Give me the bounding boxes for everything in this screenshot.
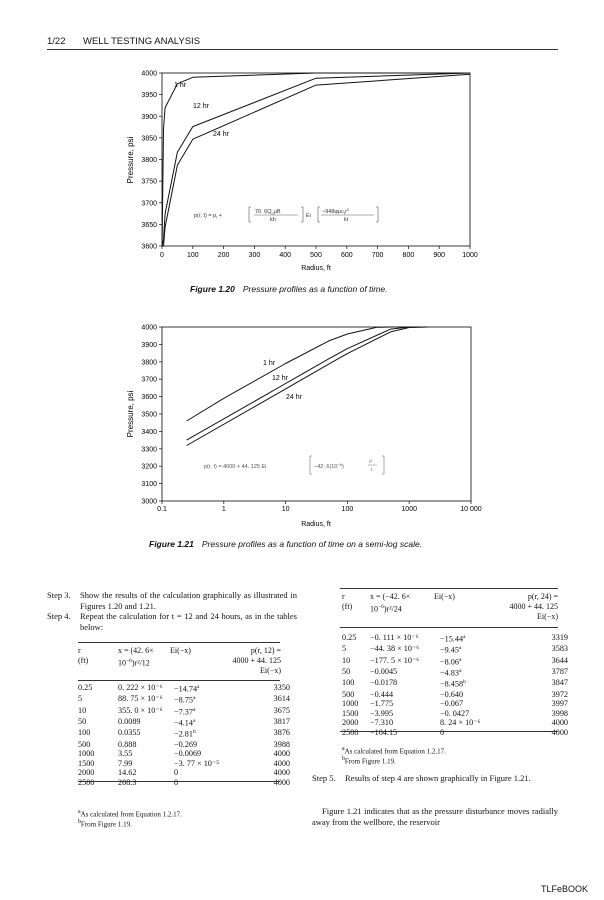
- table-cell: −3.995: [370, 708, 394, 718]
- right-note-b: $^b$From Figure 1.19.: [342, 756, 396, 766]
- x-tick-label: 100: [341, 506, 354, 513]
- svg-text:p(r, t) = pi +: p(r, $t) = p_i$ +: [194, 213, 222, 220]
- table-cell: 3972: [551, 689, 568, 699]
- table-cell: −14.74$^a$: [174, 684, 200, 694]
- table-cell: 3876: [273, 728, 290, 738]
- plot-frame: [162, 73, 470, 246]
- col-p-2: 4000 + 44. 125: [232, 656, 281, 665]
- x-tick-label: 0.1: [157, 506, 167, 513]
- table-cell: 3675: [273, 705, 290, 715]
- series-label-24hr: 24 hr: [286, 394, 302, 401]
- svg-text:t: t: [371, 467, 373, 472]
- series-line-12hr: [187, 327, 421, 440]
- series-label-12hr: 12 hr: [193, 103, 209, 110]
- y-tick-label: 4000: [141, 70, 157, 78]
- table-cell: −2.81$^b$: [174, 729, 196, 740]
- table-row: [76, 728, 292, 739]
- right-note-a: $^a$As calculated from Equation 1.2.17.: [342, 746, 446, 756]
- table-cell: 1500: [78, 758, 95, 768]
- x-tick-label: 500: [310, 252, 322, 259]
- table-cell: 0.0089: [118, 716, 141, 726]
- table-cell: 0: [174, 768, 179, 778]
- table-cell: −104.15: [370, 728, 398, 738]
- table-cell: 500: [78, 739, 91, 749]
- col-x-2: $10^{-6})r^2/12$: [118, 658, 150, 668]
- x-tick-label: 10: [281, 506, 290, 513]
- svg-text:Ei: Ei: [306, 213, 311, 219]
- table-cell: 355. 0 × 10⁻⁶: [118, 705, 163, 715]
- x-axis-label: Radius, ft: [301, 265, 331, 272]
- svg-text:−948φμctr2: $-948\varphi\mu c_tr^2$: [322, 207, 350, 216]
- figure-1-20-label: Figure 1.20: [190, 284, 235, 294]
- table-cell: 2500: [342, 728, 359, 738]
- table-cell: 0: [440, 728, 445, 738]
- y-tick-label: 3800: [141, 157, 157, 164]
- col-p-3: Ei(−x): [537, 612, 558, 621]
- y-tick-label: 3900: [141, 113, 157, 121]
- table-cell: 14.62: [118, 768, 137, 778]
- table-bottom-rule: [78, 781, 280, 782]
- figure-1-21-text: Pressure profiles as a function of time on a semi-log scale.: [201, 539, 423, 549]
- table-cell: −0.640: [440, 689, 464, 699]
- header-rule: [47, 49, 558, 50]
- col-x-2: $10^{-6})r^2/24$: [370, 604, 402, 614]
- table-cell: 3583: [551, 644, 568, 654]
- x-tick-label: 10 000: [460, 506, 482, 513]
- col-r: r (ft): [342, 592, 353, 611]
- table-row: [340, 718, 570, 728]
- table-cell: 0.25: [78, 683, 93, 692]
- left-table: [76, 683, 292, 788]
- table-cell: 4000: [551, 718, 568, 728]
- table-cell: −9.45$^a$: [440, 645, 462, 656]
- table-row: [76, 706, 292, 717]
- figure-1-21-label: Figure 1.21: [149, 539, 194, 549]
- left-note-a: $^a$As calculated from Equation 1.2.17.: [78, 809, 182, 819]
- step-5-label: Step 5.: [312, 773, 336, 783]
- y-tick-label: 3100: [141, 481, 157, 489]
- figure-1-21-caption: [149, 539, 422, 549]
- svg-text:r²: r²: [369, 459, 372, 464]
- y-tick-label: 3300: [141, 446, 157, 454]
- y-tick-label: 3900: [141, 341, 157, 349]
- table-cell: −7.310: [370, 718, 394, 728]
- table-row: [76, 768, 292, 778]
- table-cell: −8.06$^a$: [440, 656, 462, 667]
- table-cell: 10: [78, 705, 87, 715]
- left-note-b: $^b$From Figure 1.19.: [78, 819, 132, 829]
- y-tick-label: 4000: [141, 324, 157, 332]
- table-cell: −7.37$^a$: [174, 706, 196, 717]
- plot-frame: [162, 327, 471, 501]
- table-top-rule: [78, 642, 280, 643]
- table-cell: −44. 38 × 10⁻⁶: [370, 644, 420, 654]
- table-row: [340, 699, 570, 709]
- table-cell: 100: [78, 728, 91, 738]
- table-cell: −0.444: [370, 689, 394, 699]
- table-cell: −0.269: [174, 739, 198, 749]
- table-cell: −4.14$^a$: [174, 717, 196, 728]
- pressure-formula: [204, 456, 384, 474]
- table-row: [76, 778, 292, 788]
- table-cell: 3997: [551, 699, 568, 709]
- table-cell: 1000: [342, 699, 359, 709]
- right-table: [340, 633, 570, 738]
- x-tick-label: 1000: [401, 506, 417, 513]
- figure-1-20-chart: [120, 66, 490, 276]
- y-tick-label: 3400: [141, 428, 157, 436]
- table-row: [76, 694, 292, 705]
- table-cell: −0.067: [440, 699, 464, 709]
- table-cell: −0. 0427: [440, 708, 470, 718]
- table-cell: 3998: [551, 708, 568, 718]
- table-cell: 3787: [551, 666, 568, 676]
- table-cell: 4000: [273, 768, 290, 778]
- series-line-24hr: [187, 327, 428, 446]
- table-row: [76, 717, 292, 728]
- col-r: r (ft): [78, 646, 89, 665]
- col-x: x = (42. 6×: [118, 646, 154, 655]
- x-tick-label: 600: [340, 252, 353, 259]
- table-cell: −3. 77 × 10⁻⁵: [174, 758, 220, 768]
- y-tick-label: 3950: [141, 92, 157, 100]
- table-cell: 10: [342, 655, 351, 665]
- table-row: [340, 709, 570, 719]
- y-axis-label: Pressure, psi: [126, 136, 135, 184]
- table-cell: −0. 111 × 10⁻⁶: [370, 633, 419, 642]
- table-row: [76, 749, 292, 759]
- table-cell: −8.458$^b$: [440, 679, 466, 690]
- table-cell: 0. 222 × 10⁻⁶: [118, 683, 163, 692]
- y-tick-label: 3650: [141, 221, 157, 229]
- step-4: [47, 611, 297, 633]
- table-row: [340, 644, 570, 655]
- series-line-12hr: [162, 73, 470, 246]
- col-p-2: 4000 + 44. 125: [509, 602, 558, 611]
- table-cell: 88. 75 × 10⁻⁶: [118, 694, 163, 704]
- page-number: 1/22: [47, 36, 66, 47]
- table-cell: 4000: [273, 749, 290, 759]
- table-cell: 5: [342, 644, 347, 654]
- step-4-label: Step 4.: [47, 611, 71, 621]
- svg-text:−42. 6(10−6): −42. $6(10^{-6})$: [314, 462, 344, 470]
- y-tick-label: 3200: [141, 463, 157, 471]
- series-line-24hr: [162, 74, 470, 246]
- table-row: [340, 656, 570, 667]
- step-4-text: Repeat the calculation for t = 12 and 24 hours, as in the tables below:: [80, 611, 297, 632]
- running-title: WELL TESTING ANALYSIS: [83, 36, 201, 47]
- x-tick-label: 0: [160, 252, 164, 259]
- y-tick-label: 3750: [141, 178, 157, 186]
- x-tick-label: 100: [186, 252, 199, 259]
- footer-mark: TLFeBOOK: [540, 884, 588, 894]
- y-tick-label: 3500: [141, 411, 157, 419]
- y-tick-label: 3000: [141, 498, 157, 506]
- table-row: [340, 728, 570, 738]
- x-tick-label: 1000: [462, 252, 478, 259]
- x-tick-label: 900: [433, 252, 446, 259]
- body-paragraph: Figure 1.21 indicates that as the pressure disturbance moves radially away from the wellbore, the reservoir: [312, 806, 558, 827]
- x-tick-label: 400: [279, 252, 292, 259]
- right-table-header-rule: [340, 627, 558, 628]
- table-cell: 0.25: [342, 633, 357, 642]
- table-cell: −15.44$^a$: [440, 634, 466, 644]
- table-cell: −8.75$^a$: [174, 695, 196, 706]
- svg-text:70. 6QoμB: 70. $6Q_o\mu B$: [255, 209, 281, 216]
- svg-text:p(r, t) = 4000 + 44. 125 Ei: p(r, t) = 4000 + 44. 125 Ei: [204, 464, 267, 470]
- table-cell: −4.83$^a$: [440, 667, 462, 678]
- table-cell: 3817: [273, 716, 290, 726]
- table-row: [340, 678, 570, 689]
- col-p-3: Ei(−x): [260, 666, 281, 675]
- y-tick-label: 3850: [141, 135, 157, 143]
- table-cell: 4000: [551, 728, 568, 738]
- svg-text:kt: kt: [344, 217, 349, 223]
- table-cell: −0.0045: [370, 666, 398, 676]
- table-cell: 0.888: [118, 739, 137, 749]
- table-cell: 2000: [342, 718, 359, 728]
- y-tick-label: 3800: [141, 359, 157, 367]
- table-cell: 4000: [273, 758, 290, 768]
- y-tick-label: 3700: [141, 200, 157, 208]
- col-p-1: p(r, 12) =: [250, 646, 281, 655]
- table-header-rule: [78, 680, 280, 681]
- table-row: [340, 667, 570, 678]
- step-3-text: Show the results of the calculation graphically as illustrated in Figures 1.20 and 1.21.: [80, 590, 297, 611]
- table-cell: 2000: [78, 768, 95, 778]
- table-cell: 5: [78, 694, 83, 704]
- col-p-1: p(r, 24) =: [527, 592, 558, 601]
- table-cell: 7.99: [118, 758, 133, 768]
- series-label-12hr: 12 hr: [272, 375, 288, 382]
- table-cell: 0.0355: [118, 728, 141, 738]
- table-cell: −177. 5 × 10⁻⁶: [370, 655, 420, 665]
- table-row: [340, 690, 570, 700]
- table-cell: 3988: [273, 739, 290, 749]
- running-header: [47, 36, 558, 50]
- x-tick-label: 200: [217, 252, 230, 259]
- table-cell: 2500: [78, 778, 95, 788]
- table-cell: 0: [174, 778, 179, 788]
- series-label-1hr: 1 hr: [263, 360, 276, 367]
- right-table-bottom-rule: [340, 731, 558, 732]
- x-tick-label: 300: [248, 252, 261, 259]
- y-axis-label: Pressure, psi: [126, 390, 135, 438]
- col-ei: Ei(−x): [434, 592, 455, 601]
- table-row: [340, 633, 570, 644]
- x-axis-label: Radius, ft: [301, 521, 331, 528]
- table-cell: −1.775: [370, 699, 394, 709]
- table-cell: −0.0069: [174, 749, 202, 759]
- table-cell: 3319: [551, 633, 568, 642]
- table-row: [76, 740, 292, 750]
- x-tick-label: 1: [221, 506, 226, 513]
- pressure-formula: [194, 207, 378, 223]
- table-cell: 3614: [273, 694, 290, 704]
- table-row: [76, 683, 292, 694]
- table-cell: 3644: [551, 655, 568, 665]
- series-label-1hr: 1 hr: [174, 82, 187, 89]
- table-cell: 1000: [78, 749, 95, 759]
- table-cell: 50: [78, 716, 87, 726]
- step-5: [312, 773, 558, 795]
- y-tick-label: 3700: [141, 376, 157, 384]
- table-cell: 1500: [342, 708, 359, 718]
- table-cell: −0.0178: [370, 678, 398, 688]
- table-cell: 208.3: [118, 778, 137, 788]
- series-label-24hr: 24 hr: [213, 131, 229, 138]
- table-cell: 8. 24 × 10⁻⁶: [440, 718, 481, 728]
- x-tick-label: 800: [402, 252, 415, 259]
- table-cell: 4000: [273, 778, 290, 788]
- table-cell: 50: [342, 666, 351, 676]
- x-tick-label: 700: [371, 252, 384, 259]
- figure-1-21-chart: [120, 320, 490, 532]
- table-cell: 3847: [551, 678, 568, 688]
- table-cell: 500: [342, 689, 355, 699]
- table-cell: 3350: [273, 683, 290, 692]
- right-table-top-rule: [340, 588, 558, 589]
- table-row: [76, 759, 292, 769]
- col-x: x = (−42. 6×: [370, 592, 411, 601]
- svg-text:kh: kh: [270, 217, 276, 223]
- col-ei: Ei(−x): [170, 646, 191, 655]
- series-line-1hr: [187, 327, 410, 421]
- y-tick-label: 3600: [141, 394, 157, 402]
- figure-1-20-caption: [190, 284, 387, 294]
- step-3-label: Step 3.: [47, 590, 71, 600]
- figure-1-20-text: Pressure profiles as a function of time.: [242, 284, 388, 294]
- step-5-text: Results of step 4 are shown graphically in Figure 1.21.: [345, 773, 531, 783]
- table-cell: 3.55: [118, 749, 133, 759]
- step-3: [47, 590, 297, 612]
- table-cell: 100: [342, 678, 355, 688]
- y-tick-label: 3600: [141, 243, 157, 251]
